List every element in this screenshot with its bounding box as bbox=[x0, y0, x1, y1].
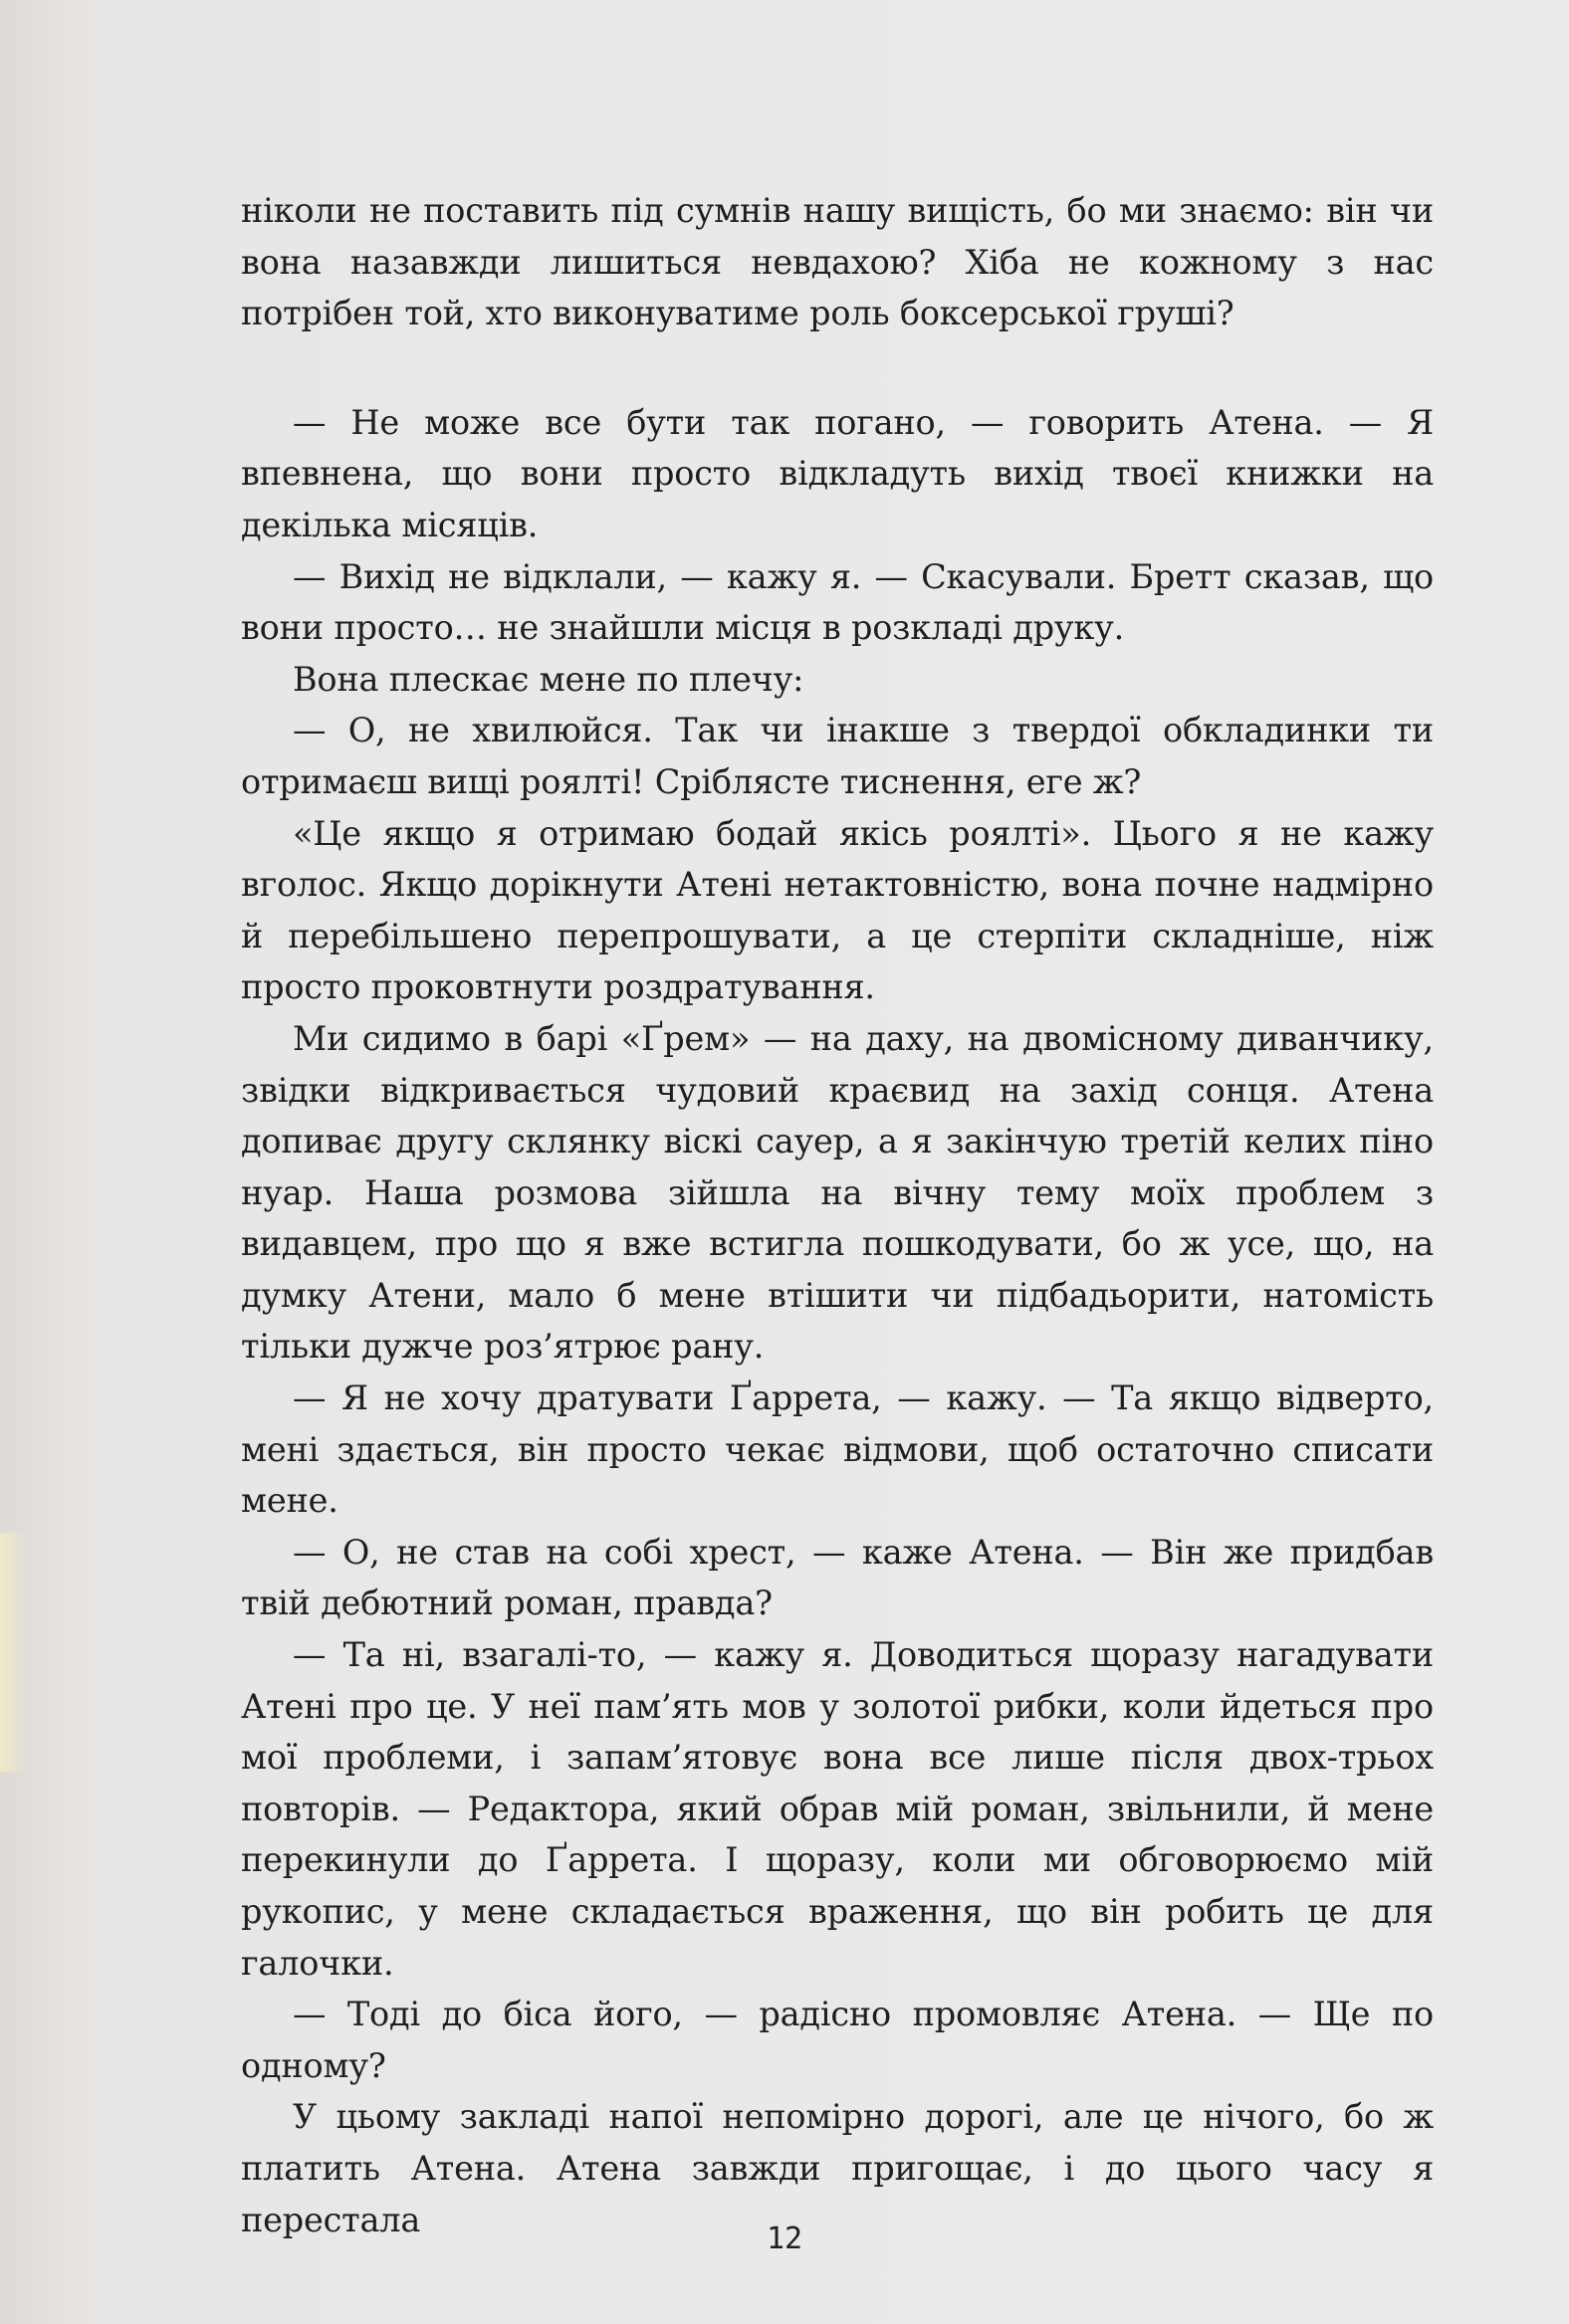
paragraph: — Не може все бути так погано, — говорить Атена. — Я впевнена, що вони просто відкладуть вихід твоєї книжки на декілька місяців. bbox=[241, 402, 1434, 544]
paragraph: — Я не хочу дратувати Ґаррета, — кажу. — Та якщо відверто, мені здається, він просто чекає відмови, щоб остаточно списати мене. bbox=[241, 1378, 1434, 1521]
paragraph: — Та ні, взагалі-то, — кажу я. Доводиться щоразу нагадувати Атені про це. У неї пам’ять мов у золотої рибки, коли йдеться про мої проблеми, і запам’ятовує вона все лише після двох-трьох повторів. — Редактора, який обрав мій роман, звільнили, й мене перекинули до Ґаррета. І щоразу, коли ми обговорюємо мій рукопис, у мене складається враження, що він робить це для галочки. bbox=[241, 1635, 1434, 1983]
section-gap bbox=[241, 339, 1434, 397]
paragraph: Вона плескає мене по плечу: bbox=[293, 659, 804, 699]
paragraph: Ми сидимо в барі «Ґрем» — на даху, на двомісному диванчику, звідки відкривається чудовий краєвид на захід сонця. Атена допиває другу склянку віскі сауер, а я закінчую третій келих піно нуар. Наша розмова зійшла на вічну тему моїх проблем з видавцем, про що я вже встигла пошкодувати, бо ж усе, що, на думку Атени, мало б мене втішити чи підбадьорити, натомість тільки дужче роз’ятрює рану. bbox=[241, 1018, 1434, 1367]
paragraph-continuation: ніколи не поставить під сумнів нашу вищість, бо ми знаємо: він чи вона назавжди лишиться невдахою? Хіба не кожному з нас потрібен той, хто виконуватиме роль боксерської груші? bbox=[241, 191, 1434, 333]
paragraph: У цьому закладі напої непомірно дорогі, але це нічого, бо ж платить Атена. Атена завжди пригощає, і до цього часу я перестала bbox=[241, 2097, 1434, 2239]
paragraph: «Це якщо я отримаю бодай якісь роялті». Цього я не кажу вголос. Якщо дорікнути Атені нетактовністю, вона почне надмірно й перебільшено перепрошувати, а це стерпіти складніше, ніж просто проковтнути роздратування. bbox=[241, 813, 1434, 1007]
page-edge-shadow bbox=[0, 1533, 28, 1772]
paragraph: — Вихід не відклали, — кажу я. — Скасували. Бретт сказав, що вони просто… не знайшли місця в розкладі друку. bbox=[241, 556, 1434, 648]
page-number: 12 bbox=[766, 2221, 803, 2256]
paragraph: — О, не хвилюйся. Так чи інакше з твердої обкладинки ти отримаєш вищі роялті! Сріблясте тиснення, еге ж? bbox=[241, 711, 1434, 801]
body-text bbox=[241, 185, 1434, 2245]
paragraph: — О, не став на собі хрест, — каже Атена. — Він же придбав твій дебютний роман, правда? bbox=[241, 1532, 1434, 1623]
paragraph: — Тоді до біса його, — радісно промовляє Атена. — Ще по одному? bbox=[241, 1995, 1434, 2085]
